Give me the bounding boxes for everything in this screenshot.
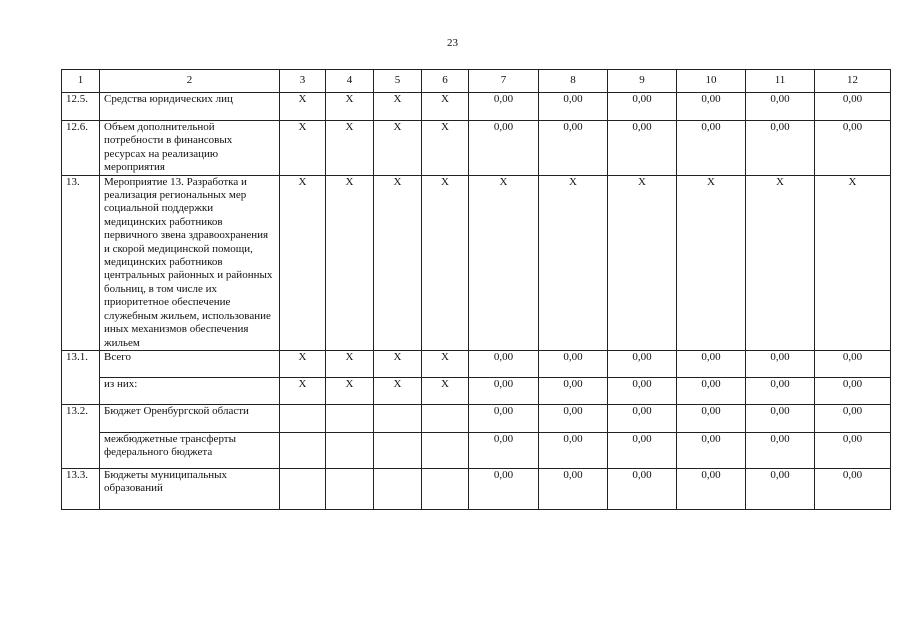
table-cell: 0,00 bbox=[746, 350, 815, 377]
table-cell: Х bbox=[746, 175, 815, 350]
row-number: 13.3. bbox=[62, 468, 100, 509]
table-cell: 0,00 bbox=[677, 468, 746, 509]
table-cell: 0,00 bbox=[539, 468, 608, 509]
table-cell: 0,00 bbox=[746, 93, 815, 121]
header-cell: 5 bbox=[374, 70, 422, 93]
header-cell: 4 bbox=[326, 70, 374, 93]
header-cell: 8 bbox=[539, 70, 608, 93]
table-row bbox=[62, 93, 891, 121]
table-cell: 0,00 bbox=[539, 432, 608, 468]
table-cell: 0,00 bbox=[539, 377, 608, 404]
table-cell: Х bbox=[539, 175, 608, 350]
table-cell bbox=[422, 432, 469, 468]
table-cell: Х bbox=[280, 93, 326, 121]
table-cell bbox=[422, 404, 469, 432]
row-number: 12.5. bbox=[62, 93, 100, 121]
table-cell: Х bbox=[280, 175, 326, 350]
table-cell: 0,00 bbox=[677, 350, 746, 377]
table-cell: 0,00 bbox=[815, 432, 891, 468]
table-cell bbox=[326, 468, 374, 509]
row-name: Мероприятие 13. Разработка и реализация региональных мер социальной поддержки медицинских работников первичного звена здравоохранения и скорой медицинской помощи, медицинских работников центральных районных и районных больниц, в том числе их приоритетное обеспечение служебным жильем, использование иных механизмов обеспечения жильем bbox=[100, 175, 280, 350]
row-number: 13.2. bbox=[62, 404, 100, 432]
table-cell: 0,00 bbox=[815, 377, 891, 404]
header-row bbox=[62, 70, 891, 93]
table-cell: 0,00 bbox=[746, 432, 815, 468]
row-name: Объем дополнительной потребности в финансовых ресурсах на реализацию мероприятия bbox=[100, 121, 280, 176]
table-cell: 0,00 bbox=[469, 432, 539, 468]
table-cell bbox=[280, 432, 326, 468]
budget-table bbox=[61, 69, 891, 510]
table-cell bbox=[280, 404, 326, 432]
row-name: Всего bbox=[100, 350, 280, 377]
header-cell: 10 bbox=[677, 70, 746, 93]
table-cell: 0,00 bbox=[815, 93, 891, 121]
table-cell: Х bbox=[374, 377, 422, 404]
row-number: 13. bbox=[62, 175, 100, 350]
table-cell bbox=[326, 432, 374, 468]
table-cell: Х bbox=[326, 377, 374, 404]
table-cell bbox=[374, 404, 422, 432]
header-cell: 12 bbox=[815, 70, 891, 93]
row-name: Бюджет Оренбургской области bbox=[100, 404, 280, 432]
table-cell: 0,00 bbox=[539, 121, 608, 176]
table-cell: 0,00 bbox=[469, 121, 539, 176]
table-cell: Х bbox=[374, 350, 422, 377]
header-cell: 9 bbox=[608, 70, 677, 93]
table-cell: Х bbox=[374, 175, 422, 350]
table-cell: 0,00 bbox=[539, 93, 608, 121]
table-cell bbox=[374, 432, 422, 468]
table-cell: Х bbox=[374, 93, 422, 121]
row-number bbox=[62, 377, 100, 404]
table-cell: Х bbox=[280, 121, 326, 176]
table-cell bbox=[326, 404, 374, 432]
table-cell: 0,00 bbox=[746, 377, 815, 404]
header-cell: 2 bbox=[100, 70, 280, 93]
header-cell: 7 bbox=[469, 70, 539, 93]
header-cell: 11 bbox=[746, 70, 815, 93]
table-cell: Х bbox=[374, 121, 422, 176]
table-cell: Х bbox=[608, 175, 677, 350]
table-cell: 0,00 bbox=[815, 404, 891, 432]
table-cell: Х bbox=[815, 175, 891, 350]
table-cell: 0,00 bbox=[608, 468, 677, 509]
table-cell: Х bbox=[469, 175, 539, 350]
table-cell: 0,00 bbox=[608, 121, 677, 176]
row-name: Бюджеты муниципальных образований bbox=[100, 468, 280, 509]
table-cell: 0,00 bbox=[677, 377, 746, 404]
table-cell bbox=[280, 468, 326, 509]
row-number: 12.6. bbox=[62, 121, 100, 176]
table-cell: Х bbox=[326, 121, 374, 176]
row-name: из них: bbox=[100, 377, 280, 404]
table-cell: 0,00 bbox=[677, 93, 746, 121]
table-cell: 0,00 bbox=[608, 432, 677, 468]
row-name: Средства юридических лиц bbox=[100, 93, 280, 121]
table-cell: Х bbox=[280, 377, 326, 404]
table-cell: 0,00 bbox=[469, 404, 539, 432]
table-cell: 0,00 bbox=[469, 377, 539, 404]
table-cell: 0,00 bbox=[608, 93, 677, 121]
table-row bbox=[62, 175, 891, 350]
table-cell: Х bbox=[422, 121, 469, 176]
table-row bbox=[62, 377, 891, 404]
table-cell: Х bbox=[326, 175, 374, 350]
table-cell: 0,00 bbox=[677, 121, 746, 176]
table-cell: 0,00 bbox=[469, 350, 539, 377]
table-cell: 0,00 bbox=[677, 404, 746, 432]
table-cell: 0,00 bbox=[746, 404, 815, 432]
table-cell: Х bbox=[326, 350, 374, 377]
table-cell: 0,00 bbox=[469, 93, 539, 121]
table-cell bbox=[374, 468, 422, 509]
table-cell: 0,00 bbox=[539, 404, 608, 432]
table-row bbox=[62, 121, 891, 176]
table-cell: 0,00 bbox=[608, 404, 677, 432]
table-row bbox=[62, 432, 891, 468]
table-cell: Х bbox=[422, 350, 469, 377]
header-cell: 3 bbox=[280, 70, 326, 93]
table-cell: Х bbox=[326, 93, 374, 121]
table-cell: Х bbox=[422, 175, 469, 350]
table-cell: 0,00 bbox=[608, 377, 677, 404]
table-cell: 0,00 bbox=[677, 432, 746, 468]
table-cell: Х bbox=[422, 377, 469, 404]
header-cell: 1 bbox=[62, 70, 100, 93]
table-cell: 0,00 bbox=[469, 468, 539, 509]
row-number: 13.1. bbox=[62, 350, 100, 377]
row-number bbox=[62, 432, 100, 468]
table-cell: 0,00 bbox=[746, 121, 815, 176]
page-number: 23 bbox=[447, 37, 458, 49]
table-row bbox=[62, 350, 891, 377]
row-name: межбюджетные трансферты федерального бюджета bbox=[100, 432, 280, 468]
table-cell: 0,00 bbox=[815, 350, 891, 377]
table-cell: Х bbox=[280, 350, 326, 377]
table-cell: 0,00 bbox=[746, 468, 815, 509]
table-cell: 0,00 bbox=[815, 468, 891, 509]
table-row bbox=[62, 404, 891, 432]
table-cell: 0,00 bbox=[815, 121, 891, 176]
table-row bbox=[62, 468, 891, 509]
table-cell: Х bbox=[677, 175, 746, 350]
table-cell: 0,00 bbox=[608, 350, 677, 377]
table-cell: 0,00 bbox=[539, 350, 608, 377]
header-cell: 6 bbox=[422, 70, 469, 93]
table-cell bbox=[422, 468, 469, 509]
table-cell: Х bbox=[422, 93, 469, 121]
